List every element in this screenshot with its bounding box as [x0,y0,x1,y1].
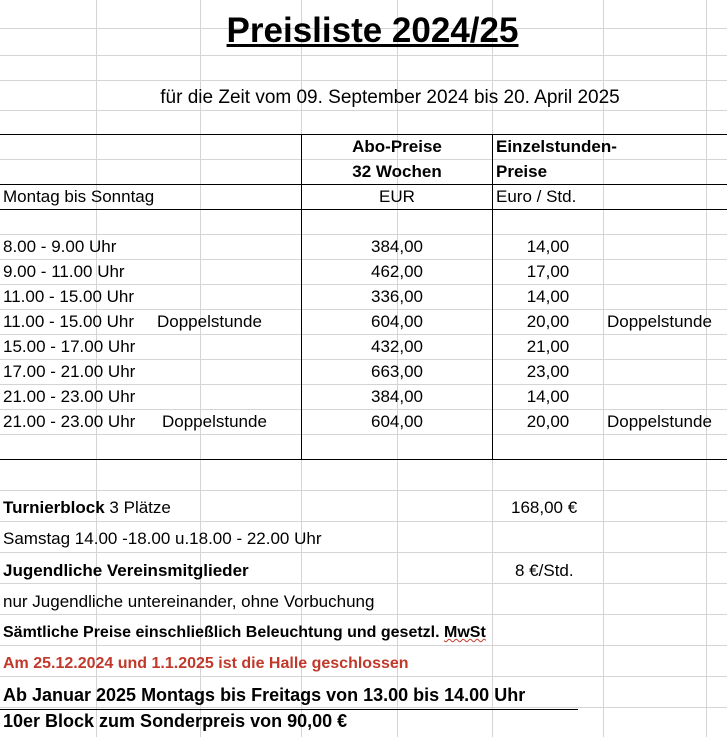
row-einzel-price: 20,00 [526,312,570,331]
row-time: 8.00 - 9.00 Uhr [3,237,117,256]
row-abo-price: 432,00 [371,337,423,356]
row-einzel-price: 23,00 [526,362,570,381]
row-time: 11.00 - 15.00 Uhr [3,312,135,331]
einzel-header-line2: Preise [496,162,548,181]
abo-unit: EUR [379,187,415,206]
turnier-price: 168,00 € [511,498,578,517]
row-time: 17.00 - 21.00 Uhr [3,362,136,381]
row-time: 21.00 - 23.00 Uhr [3,387,136,406]
jugend-note: nur Jugendliche untereinander, ohne Vorbuchung [3,592,375,611]
row-abo-price: 462,00 [371,262,423,281]
turnier-schedule: Samstag 14.00 -18.00 u.18.00 - 22.00 Uhr [3,529,322,548]
row-note: Doppelstunde [157,312,262,331]
row-note: Doppelstunde [162,412,267,431]
row-abo-price: 384,00 [371,237,423,256]
row-einzel-price: 14,00 [526,237,570,256]
row-time: 11.00 - 15.00 Uhr [3,287,135,306]
row-abo-price: 663,00 [371,362,423,381]
january-notice: Ab Januar 2025 Montags bis Freitags von 13.00 bis 14.00 Uhr [3,685,526,705]
einzel-unit: Euro / Std. [496,187,577,206]
block10-offer: 10er Block zum Sonderpreis von 90,00 € [3,711,348,731]
row-abo-price: 604,00 [371,412,423,431]
row-note-right: Doppelstunde [607,412,712,431]
einzel-header-line1: Einzelstunden- [496,137,617,156]
row-note-right: Doppelstunde [607,312,712,331]
turnier-label [3,498,171,518]
days-label: Montag bis Sonntag [3,187,155,206]
row-einzel-price: 14,00 [526,387,570,406]
row-einzel-price: 14,00 [526,287,570,306]
row-time: 9.00 - 11.00 Uhr [3,262,125,281]
row-abo-price: 604,00 [371,312,423,331]
row-abo-price: 384,00 [371,387,423,406]
all-prices-note [3,623,486,643]
page-title: Preisliste 2024/25 [226,11,519,50]
jugend-price: 8 €/Std. [515,561,574,580]
row-einzel-price: 17,00 [526,262,570,281]
row-time: 21.00 - 23.00 Uhr [3,412,136,431]
turnier-label-rest: 3 Plätze [104,498,171,517]
closed-notice: Am 25.12.2024 und 1.1.2025 ist die Halle geschlossen [3,655,409,672]
all-prices-main: Sämtliche Preise einschließlich Beleuchtung und gesetzl. [3,624,440,641]
period-subtitle: für die Zeit vom 09. September 2024 bis 20. April 2025 [160,87,620,108]
row-einzel-price: 21,00 [526,337,570,356]
abo-header-line2: 32 Wochen [352,162,442,181]
turnier-label-bold: Turnierblock [3,498,105,517]
row-einzel-price: 20,00 [526,412,570,431]
row-time: 15.00 - 17.00 Uhr [3,337,136,356]
abo-header-line1: Abo-Preise [352,137,442,156]
row-abo-price: 336,00 [371,287,423,306]
mwst-text: MwSt [444,624,486,641]
jugend-label: Jugendliche Vereinsmitglieder [3,561,249,580]
